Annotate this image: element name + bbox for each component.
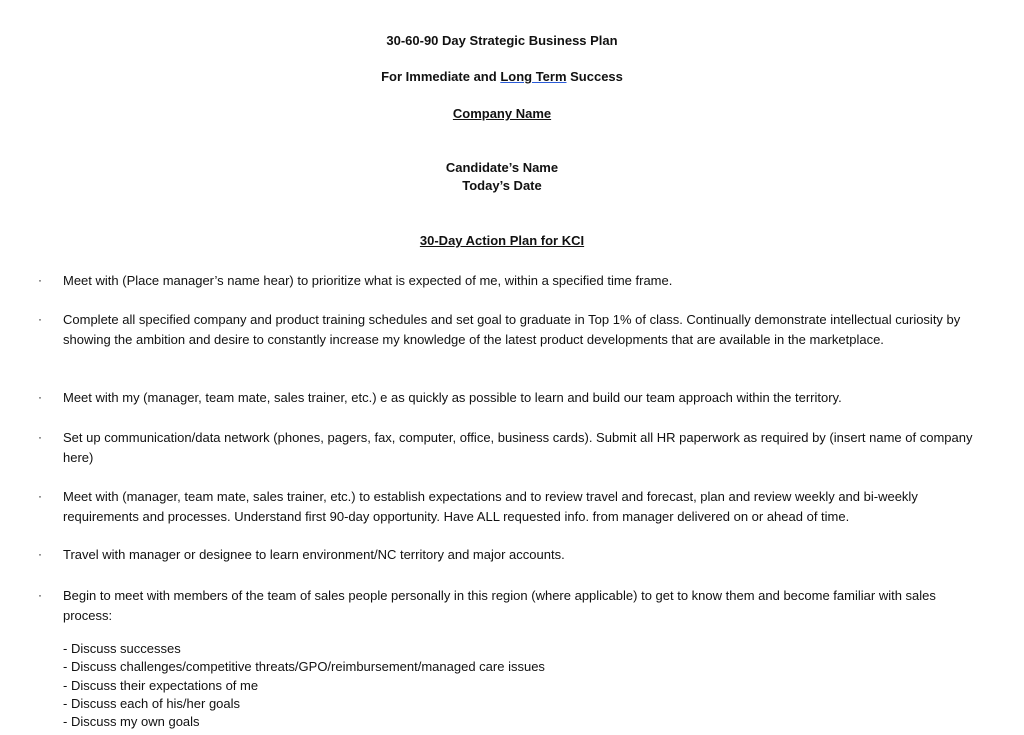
document-subtitle [0, 68, 1004, 85]
subtitle-spellcheck-phrase: Long Term [500, 69, 567, 84]
candidate-name: Candidate’s Name [445, 160, 559, 175]
list-item: Travel with manager or designee to learn environment/NC territory and major accounts. [63, 547, 565, 562]
bullet-marker: · [38, 390, 42, 404]
sub-list-item: - Discuss successes [63, 641, 181, 656]
document-title: 30-60-90 Day Strategic Business Plan [386, 33, 618, 48]
todays-date: Today’s Date [462, 178, 542, 193]
subtitle-prefix: For Immediate and [381, 69, 501, 84]
sub-list-item: - Discuss my own goals [63, 714, 200, 730]
bullet-marker: · [38, 273, 42, 287]
list-item: Begin to meet with members of the team of sales people personally in this region (where applicable) to get to know them and become familiar with sales process: [63, 588, 936, 623]
company-name [0, 105, 1004, 122]
section-heading-text: 30-Day Action Plan for KCI [419, 233, 585, 248]
bullet-marker: · [38, 547, 42, 561]
company-name-text: Company Name [452, 106, 552, 121]
sub-list-item: - Discuss their expectations of me [63, 677, 259, 693]
subtitle-suffix: Success [566, 69, 623, 84]
sub-list-item: - Discuss challenges/competitive threats/GPO/reimbursement/managed care issues [63, 659, 545, 675]
list-item: Set up communication/data network (phones, pagers, fax, computer, office, business cards). Submit all HR paperwork as required by (insert name of company here) [63, 430, 973, 465]
bullet-marker: · [38, 588, 42, 602]
list-item: Meet with (manager, team mate, sales trainer, etc.) to establish expectations and to review travel and forecast, plan and review weekly and bi-weekly requirements and processes. Understand first 90-day opportunity. Have ALL requested info. from manager delivered on or ahead of time. [63, 489, 918, 524]
section-heading [0, 232, 1004, 249]
sub-list-item: - Discuss each of his/her goals [63, 695, 241, 711]
bullet-marker: · [38, 430, 42, 444]
discussion-sub-list [63, 640, 545, 731]
bullet-marker: · [38, 312, 42, 326]
list-item: Meet with my (manager, team mate, sales trainer, etc.) e as quickly as possible to learn and build our team approach within the territory. [63, 390, 842, 405]
bullet-marker: · [38, 489, 42, 503]
list-item: Complete all specified company and product training schedules and set goal to graduate in Top 1% of class. Continually demonstrate intellectual curiosity by showing the ambition and desire to constantly increase my knowledge of the latest product developments that are available in the marketplace. [63, 312, 961, 347]
list-item: Meet with (Place manager’s name hear) to prioritize what is expected of me, within a specified time frame. [63, 273, 673, 288]
